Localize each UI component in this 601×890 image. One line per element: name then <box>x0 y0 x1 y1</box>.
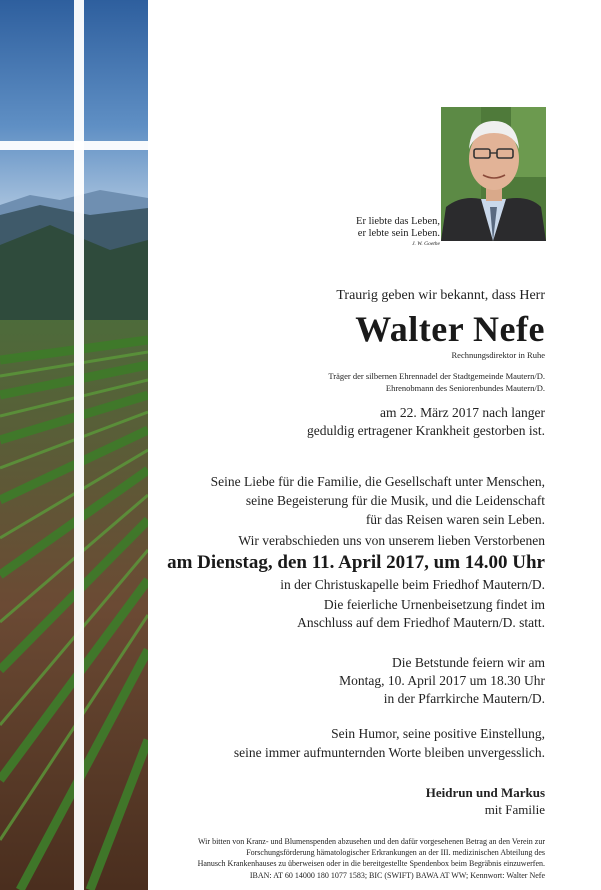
remembrance-line: Sein Humor, seine positive Einstellung, <box>331 726 545 741</box>
donation-line: Wir bitten von Kranz- und Blumenspenden abzusehen und den dafür vorgesehenen Betrag an den Verein zur <box>197 837 545 846</box>
honor-line: Ehrenobmann des Seniorenbundes Mautern/D. <box>385 383 545 393</box>
honors-block <box>328 370 545 394</box>
mourners-family: mit Familie <box>484 802 545 817</box>
prayer-line: Die Betstunde feiern wir am <box>392 655 545 670</box>
quote-author: J. W. Goethe <box>412 241 440 247</box>
intro-text: Traurig geben wir bekannt, dass Herr <box>336 288 545 303</box>
prayer-line: in der Pfarrkirche Mautern/D. <box>383 691 545 706</box>
death-notice <box>307 404 545 440</box>
deceased-title: Rechnungsdirektor in Ruhe <box>451 350 545 360</box>
donation-note <box>198 836 545 869</box>
donation-line: Hanusch Krankenhauses zu überweisen oder in die bereitgestellte Spendenbox beim Begräbnis einzuwerfen. <box>197 859 545 868</box>
tribute-line: seine Begeisterung für die Musik, und die Leidenschaft <box>245 493 545 508</box>
remembrance-text <box>234 724 545 762</box>
tribute-line: für das Reisen waren sein Leben. <box>365 512 545 527</box>
farewell-text: Wir verabschieden uns von unserem lieben Verstorbenen <box>238 533 545 548</box>
bank-details: IBAN: AT 60 14000 180 1077 1583; BIC (SWIFT) BAWA AT WW; Kennwort: Walter Nefe <box>249 871 545 880</box>
funeral-date: am Dienstag, den 11. April 2017, um 14.00 Uhr <box>167 552 545 573</box>
prayer-line: Montag, 10. April 2017 um 18.30 Uhr <box>339 673 545 688</box>
urn-burial-info <box>297 596 545 632</box>
portrait-photo <box>441 107 546 241</box>
quote-line: Er liebte das Leben, <box>356 216 440 227</box>
urn-line: Die feierliche Urnenbeisetzung findet im <box>323 597 545 612</box>
tribute-paragraph <box>211 472 545 529</box>
tribute-line: Seine Liebe für die Familie, die Gesellschaft unter Menschen, <box>210 474 545 489</box>
quote-line: er lebte sein Leben. <box>357 228 440 239</box>
death-line: geduldig ertragener Krankheit gestorben ist. <box>306 423 545 438</box>
funeral-place: in der Christuskapelle beim Friedhof Mautern/D. <box>280 577 545 592</box>
donation-line: Forschungsförderung hämatologischer Erkrankungen an der III. medizinischen Abteilung des <box>246 848 545 857</box>
quote-block <box>356 216 440 248</box>
mourners-signature: Heidrun und Markus <box>425 785 545 800</box>
vineyard-cross-image <box>0 0 148 890</box>
death-line: am 22. März 2017 nach langer <box>380 405 545 420</box>
urn-line: Anschluss auf dem Friedhof Mautern/D. statt. <box>297 615 545 630</box>
honor-line: Träger der silbernen Ehrennadel der Stadtgemeinde Mautern/D. <box>328 371 545 381</box>
remembrance-line: seine immer aufmunternden Worte bleiben unvergesslich. <box>233 745 545 760</box>
deceased-name: Walter Nefe <box>355 309 545 349</box>
prayer-service-info <box>339 654 545 708</box>
